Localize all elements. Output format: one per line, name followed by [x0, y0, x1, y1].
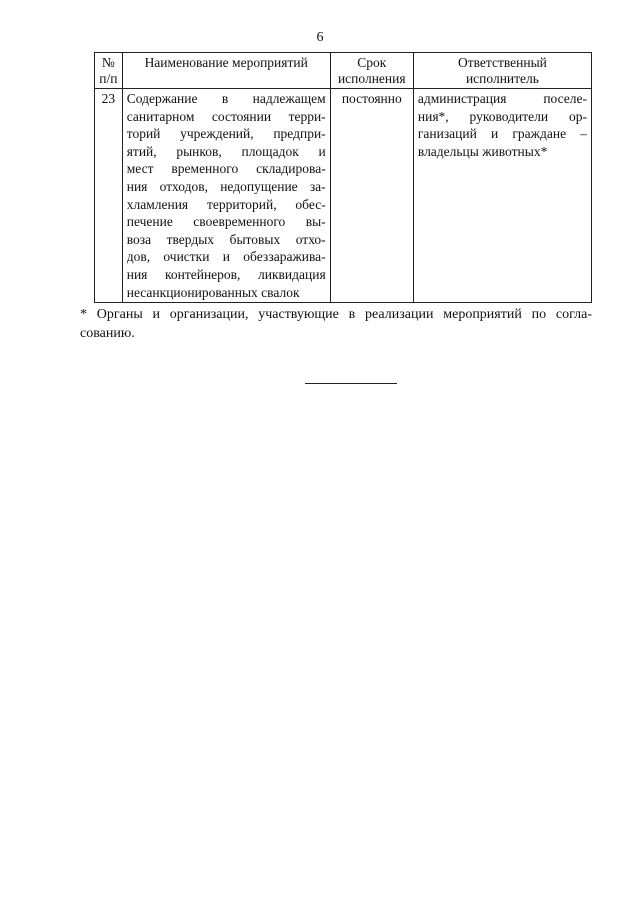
header-num-line: п/п — [99, 71, 118, 86]
activity-name-line: санитарном состоянии терри- — [126, 108, 326, 124]
responsible-line: владельцы животных* — [417, 143, 548, 159]
activity-name-line: несанкционированных свалок — [126, 284, 300, 300]
header-deadline — [330, 53, 413, 89]
header-deadline-line: Срок — [357, 55, 387, 70]
responsible-line: администрация поселе- — [417, 91, 587, 106]
row-deadline: постоянно — [330, 89, 413, 303]
row-responsible — [413, 89, 591, 303]
activity-name-line: торий учреждений, предпри- — [126, 126, 326, 142]
footnote-line: * Органы и организации, участвующие в реализации мероприятий по согла- — [80, 307, 592, 322]
activity-name-line: ятий, рынков, площадок и — [126, 143, 326, 159]
activity-name-line: дов, очистки и обеззаражива- — [126, 249, 326, 265]
activity-name-line: воза твердых бытовых отхо- — [126, 231, 326, 247]
row-number: 23 — [95, 89, 123, 303]
responsible-line: ганизаций и граждане – — [417, 126, 587, 142]
end-of-document-rule — [305, 383, 397, 384]
responsible-line: ния*, руководители ор- — [417, 108, 587, 124]
header-num — [95, 53, 123, 89]
header-responsible — [413, 53, 591, 89]
activities-table — [94, 52, 592, 303]
activity-name-line: мест временного складирова- — [126, 161, 326, 177]
footnote-line: сованию. — [80, 326, 135, 341]
header-name — [122, 53, 330, 89]
table-header-row — [95, 53, 592, 89]
header-num-line: № — [101, 55, 115, 70]
activity-name-line: ния контейнеров, ликвидация — [126, 266, 326, 282]
header-responsible-line: исполнитель — [465, 71, 539, 86]
header-responsible-line: Ответственный — [457, 55, 547, 70]
row-activity-name — [122, 89, 330, 303]
header-deadline-line: исполнения — [337, 71, 406, 86]
footnote — [80, 305, 592, 343]
activity-name-line: ния отходов, недопущение за- — [126, 178, 326, 194]
header-name-line: Наименование мероприятий — [144, 55, 308, 70]
activity-name-line: печение своевременного вы- — [126, 214, 326, 230]
activity-name-line: Содержание в надлежащем — [126, 91, 326, 106]
activity-name-line: хламления территорий, обес- — [126, 196, 326, 212]
table-row — [95, 89, 592, 303]
page-number: 6 — [316, 30, 324, 45]
